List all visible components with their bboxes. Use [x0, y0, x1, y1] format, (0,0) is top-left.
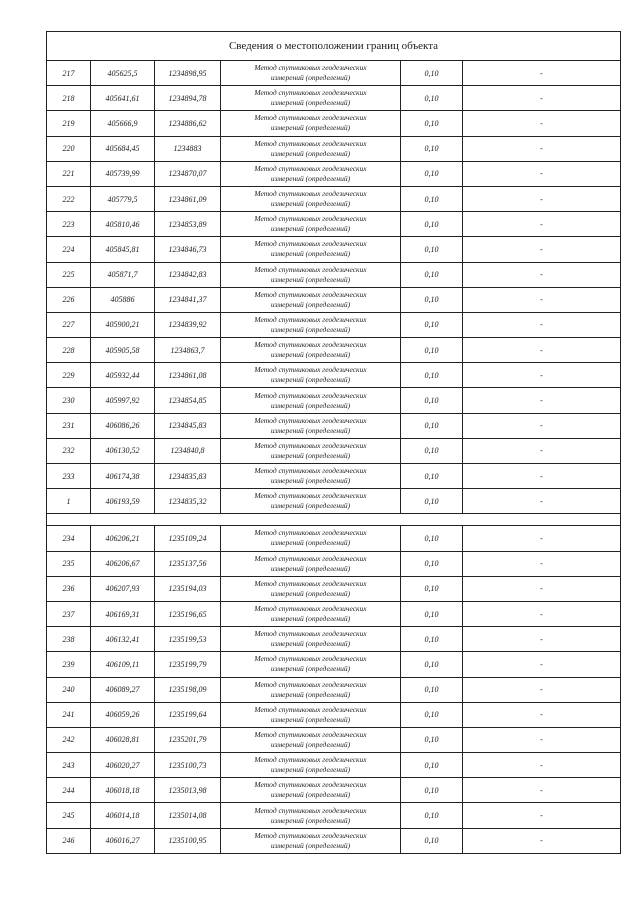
coordinate-x: 405625,5: [91, 61, 155, 86]
table-row: [47, 551, 621, 576]
method-line-1: Метод спутниковых геодезических: [254, 289, 367, 299]
accuracy: 0,10: [401, 677, 463, 702]
coordinate-y: 1234841,37: [155, 287, 221, 312]
description: -: [463, 413, 621, 438]
method-line-2: измерений (определений): [270, 501, 351, 511]
method-line-2: измерений (определений): [270, 350, 351, 360]
description: -: [463, 438, 621, 463]
coordinate-y: 1234835,83: [155, 464, 221, 489]
method-cell: [221, 526, 401, 551]
table-row: [47, 526, 621, 551]
coordinate-y: 1234870,07: [155, 161, 221, 186]
accuracy: 0,10: [401, 136, 463, 161]
accuracy: 0,10: [401, 627, 463, 652]
method-line-1: Метод спутниковых геодезических: [254, 214, 367, 224]
method-line-1: Метод спутниковых геодезических: [254, 239, 367, 249]
coordinate-x: 406206,67: [91, 551, 155, 576]
description: -: [463, 161, 621, 186]
method-line-2: измерений (определений): [270, 714, 351, 724]
method-line-1: Метод спутниковых геодезических: [254, 654, 367, 664]
description: -: [463, 363, 621, 388]
coordinate-y: 1234861,09: [155, 186, 221, 211]
coordinate-y: 1235198,09: [155, 677, 221, 702]
description: -: [463, 287, 621, 312]
coordinate-y: 1234842,83: [155, 262, 221, 287]
accuracy: 0,10: [401, 526, 463, 551]
method-line-2: измерений (определений): [270, 123, 351, 133]
table-row: [47, 338, 621, 363]
coordinate-x: 405886: [91, 287, 155, 312]
point-number: 240: [47, 677, 91, 702]
coordinate-x: 406016,27: [91, 828, 155, 853]
method-line-1: Метод спутниковых геодезических: [254, 415, 367, 425]
point-number: 224: [47, 237, 91, 262]
point-number: 225: [47, 262, 91, 287]
method-line-2: измерений (определений): [270, 790, 351, 800]
method-cell: [221, 652, 401, 677]
accuracy: 0,10: [401, 237, 463, 262]
coordinate-x: 405779,5: [91, 186, 155, 211]
coordinate-y: 1234846,73: [155, 237, 221, 262]
description: -: [463, 778, 621, 803]
method-line-1: Метод спутниковых геодезических: [254, 340, 367, 350]
point-number: 231: [47, 413, 91, 438]
method-cell: [221, 338, 401, 363]
table-row: [47, 61, 621, 86]
table-row: [47, 778, 621, 803]
accuracy: 0,10: [401, 363, 463, 388]
coordinate-x: 406059,26: [91, 702, 155, 727]
point-number: 241: [47, 702, 91, 727]
coordinate-y: 1235100,95: [155, 828, 221, 853]
coordinate-x: 406193,59: [91, 489, 155, 514]
method-line-1: Метод спутниковых геодезических: [254, 365, 367, 375]
method-line-2: измерений (определений): [270, 400, 351, 410]
description: -: [463, 803, 621, 828]
method-line-2: измерений (определений): [270, 664, 351, 674]
coordinate-x: 405666,9: [91, 111, 155, 136]
contour-separator-row: [47, 514, 621, 526]
coordinate-x: 406169,31: [91, 601, 155, 626]
table-row: [47, 828, 621, 853]
description: -: [463, 652, 621, 677]
point-number: 238: [47, 627, 91, 652]
point-number: 221: [47, 161, 91, 186]
coordinate-x: 406109,11: [91, 652, 155, 677]
coordinate-y: 1234845,83: [155, 413, 221, 438]
point-number: 246: [47, 828, 91, 853]
method-cell: [221, 489, 401, 514]
point-number: 235: [47, 551, 91, 576]
description: -: [463, 262, 621, 287]
table-row: [47, 312, 621, 337]
method-line-2: измерений (определений): [270, 689, 351, 699]
method-line-2: измерений (определений): [270, 425, 351, 435]
point-number: 236: [47, 576, 91, 601]
description: -: [463, 677, 621, 702]
accuracy: 0,10: [401, 186, 463, 211]
table-row: [47, 803, 621, 828]
table-row: [47, 212, 621, 237]
method-line-1: Метод спутниковых геодезических: [254, 780, 367, 790]
method-cell: [221, 388, 401, 413]
accuracy: 0,10: [401, 464, 463, 489]
method-line-2: измерений (определений): [270, 450, 351, 460]
method-cell: [221, 702, 401, 727]
accuracy: 0,10: [401, 61, 463, 86]
coordinate-y: 1235013,98: [155, 778, 221, 803]
description: -: [463, 186, 621, 211]
table-row: [47, 86, 621, 111]
method-line-1: Метод спутниковых геодезических: [254, 578, 367, 588]
accuracy: 0,10: [401, 262, 463, 287]
coordinate-x: 406014,18: [91, 803, 155, 828]
method-line-2: измерений (определений): [270, 274, 351, 284]
table-row: [47, 753, 621, 778]
table-row: [47, 136, 621, 161]
method-line-2: измерений (определений): [270, 375, 351, 385]
coordinate-y: 1235194,03: [155, 576, 221, 601]
accuracy: 0,10: [401, 86, 463, 111]
description: -: [463, 489, 621, 514]
method-cell: [221, 627, 401, 652]
description: -: [463, 212, 621, 237]
coordinate-x: 405845,81: [91, 237, 155, 262]
method-line-1: Метод спутниковых геодезических: [254, 729, 367, 739]
contour-separator: [47, 514, 621, 526]
method-cell: [221, 86, 401, 111]
method-line-2: измерений (определений): [270, 476, 351, 486]
coordinate-x: 406020,27: [91, 753, 155, 778]
point-number: 217: [47, 61, 91, 86]
method-line-1: Метод спутниковых геодезических: [254, 88, 367, 98]
point-number: 226: [47, 287, 91, 312]
coordinate-y: 1235199,79: [155, 652, 221, 677]
method-cell: [221, 778, 401, 803]
coordinate-x: 405871,7: [91, 262, 155, 287]
method-line-2: измерений (определений): [270, 840, 351, 850]
coordinate-x: 406028,81: [91, 727, 155, 752]
coordinate-y: 1235109,24: [155, 526, 221, 551]
point-number: 242: [47, 727, 91, 752]
method-cell: [221, 161, 401, 186]
method-line-2: измерений (определений): [270, 249, 351, 259]
table-row: [47, 262, 621, 287]
method-line-1: Метод спутниковых геодезических: [254, 629, 367, 639]
method-line-2: измерений (определений): [270, 739, 351, 749]
method-cell: [221, 413, 401, 438]
coordinate-x: 406174,38: [91, 464, 155, 489]
method-line-2: измерений (определений): [270, 563, 351, 573]
coordinate-x: 406130,52: [91, 438, 155, 463]
description: -: [463, 136, 621, 161]
boundary-coordinates-table: [46, 31, 621, 854]
description: -: [463, 727, 621, 752]
description: -: [463, 464, 621, 489]
coordinate-x: 406018,18: [91, 778, 155, 803]
table-row: [47, 111, 621, 136]
coordinate-y: 1235199,64: [155, 702, 221, 727]
point-number: 234: [47, 526, 91, 551]
method-cell: [221, 212, 401, 237]
description: -: [463, 86, 621, 111]
coordinate-x: 405739,99: [91, 161, 155, 186]
table-row: [47, 702, 621, 727]
accuracy: 0,10: [401, 413, 463, 438]
coordinate-x: 405684,45: [91, 136, 155, 161]
coordinate-x: 406089,27: [91, 677, 155, 702]
point-number: 243: [47, 753, 91, 778]
description: -: [463, 61, 621, 86]
method-cell: [221, 262, 401, 287]
description: -: [463, 111, 621, 136]
point-number: 219: [47, 111, 91, 136]
coordinate-y: 1234840,8: [155, 438, 221, 463]
method-line-1: Метод спутниковых геодезических: [254, 63, 367, 73]
method-line-2: измерений (определений): [270, 173, 351, 183]
description: -: [463, 601, 621, 626]
point-number: 239: [47, 652, 91, 677]
method-line-1: Метод спутниковых геодезических: [254, 113, 367, 123]
method-line-2: измерений (определений): [270, 299, 351, 309]
accuracy: 0,10: [401, 778, 463, 803]
description: -: [463, 237, 621, 262]
coordinate-x: 405900,21: [91, 312, 155, 337]
method-line-1: Метод спутниковых геодезических: [254, 163, 367, 173]
method-cell: [221, 237, 401, 262]
description: -: [463, 627, 621, 652]
table-row: [47, 413, 621, 438]
description: -: [463, 828, 621, 853]
method-line-2: измерений (определений): [270, 815, 351, 825]
table-row: [47, 186, 621, 211]
method-cell: [221, 111, 401, 136]
coordinate-x: 406207,93: [91, 576, 155, 601]
accuracy: 0,10: [401, 601, 463, 626]
table-title: Сведения о местоположении границ объекта: [47, 32, 621, 61]
method-line-2: измерений (определений): [270, 765, 351, 775]
coordinate-y: 1234839,92: [155, 312, 221, 337]
coordinate-y: 1234854,85: [155, 388, 221, 413]
method-cell: [221, 551, 401, 576]
method-cell: [221, 312, 401, 337]
coordinate-y: 1235137,56: [155, 551, 221, 576]
description: -: [463, 526, 621, 551]
method-line-1: Метод спутниковых геодезических: [254, 264, 367, 274]
table-row: [47, 464, 621, 489]
method-cell: [221, 601, 401, 626]
point-number: 220: [47, 136, 91, 161]
table-row: [47, 489, 621, 514]
accuracy: 0,10: [401, 753, 463, 778]
table-row: [47, 576, 621, 601]
method-line-1: Метод спутниковых геодезических: [254, 553, 367, 563]
description: -: [463, 702, 621, 727]
method-cell: [221, 287, 401, 312]
method-line-1: Метод спутниковых геодезических: [254, 466, 367, 476]
accuracy: 0,10: [401, 551, 463, 576]
method-cell: [221, 727, 401, 752]
coordinate-y: 1235100,73: [155, 753, 221, 778]
point-number: 223: [47, 212, 91, 237]
coordinate-y: 1234853,89: [155, 212, 221, 237]
table-row: [47, 287, 621, 312]
accuracy: 0,10: [401, 287, 463, 312]
description: -: [463, 388, 621, 413]
table-row: [47, 388, 621, 413]
method-line-2: измерений (определений): [270, 639, 351, 649]
method-line-2: измерений (определений): [270, 224, 351, 234]
method-line-1: Метод спутниковых геодезических: [254, 704, 367, 714]
table-row: [47, 652, 621, 677]
point-number: 227: [47, 312, 91, 337]
method-cell: [221, 186, 401, 211]
description: -: [463, 312, 621, 337]
coordinate-y: 1234835,32: [155, 489, 221, 514]
method-cell: [221, 464, 401, 489]
method-cell: [221, 438, 401, 463]
method-cell: [221, 136, 401, 161]
method-line-1: Метод спутниковых геодезических: [254, 805, 367, 815]
table-title-row: [47, 32, 621, 61]
accuracy: 0,10: [401, 576, 463, 601]
coordinate-y: 1234898,95: [155, 61, 221, 86]
point-number: 229: [47, 363, 91, 388]
method-line-2: измерений (определений): [270, 324, 351, 334]
method-line-2: измерений (определений): [270, 538, 351, 548]
method-line-2: измерений (определений): [270, 148, 351, 158]
method-line-2: измерений (определений): [270, 73, 351, 83]
method-line-1: Метод спутниковых геодезических: [254, 314, 367, 324]
coordinate-y: 1234886,62: [155, 111, 221, 136]
coordinate-y: 1234863,7: [155, 338, 221, 363]
coordinate-x: 405997,92: [91, 388, 155, 413]
method-line-1: Метод спутниковых геодезических: [254, 755, 367, 765]
coordinate-y: 1234883: [155, 136, 221, 161]
point-number: 222: [47, 186, 91, 211]
method-line-1: Метод спутниковых геодезических: [254, 138, 367, 148]
accuracy: 0,10: [401, 438, 463, 463]
accuracy: 0,10: [401, 338, 463, 363]
method-line-1: Метод спутниковых геодезических: [254, 491, 367, 501]
method-line-1: Метод спутниковых геодезических: [254, 390, 367, 400]
coordinate-x: 405641,61: [91, 86, 155, 111]
coordinate-x: 405810,46: [91, 212, 155, 237]
coordinate-y: 1235014,08: [155, 803, 221, 828]
coordinate-x: 406086,26: [91, 413, 155, 438]
method-cell: [221, 803, 401, 828]
method-cell: [221, 677, 401, 702]
coordinate-x: 405905,58: [91, 338, 155, 363]
method-line-2: измерений (определений): [270, 199, 351, 209]
method-line-1: Метод спутниковых геодезических: [254, 679, 367, 689]
method-line-1: Метод спутниковых геодезических: [254, 830, 367, 840]
accuracy: 0,10: [401, 161, 463, 186]
point-number: 233: [47, 464, 91, 489]
method-line-2: измерений (определений): [270, 588, 351, 598]
accuracy: 0,10: [401, 111, 463, 136]
point-number: 228: [47, 338, 91, 363]
table-row: [47, 627, 621, 652]
coordinate-y: 1235199,53: [155, 627, 221, 652]
method-cell: [221, 576, 401, 601]
description: -: [463, 551, 621, 576]
table-row: [47, 161, 621, 186]
coordinate-y: 1234861,08: [155, 363, 221, 388]
method-line-1: Метод спутниковых геодезических: [254, 528, 367, 538]
accuracy: 0,10: [401, 388, 463, 413]
table-row: [47, 601, 621, 626]
accuracy: 0,10: [401, 212, 463, 237]
point-number: 218: [47, 86, 91, 111]
point-number: 244: [47, 778, 91, 803]
table-row: [47, 237, 621, 262]
coordinate-x: 406206,21: [91, 526, 155, 551]
method-cell: [221, 363, 401, 388]
coordinate-y: 1235196,65: [155, 601, 221, 626]
method-line-1: Метод спутниковых геодезических: [254, 189, 367, 199]
accuracy: 0,10: [401, 312, 463, 337]
method-line-1: Метод спутниковых геодезических: [254, 604, 367, 614]
accuracy: 0,10: [401, 489, 463, 514]
description: -: [463, 576, 621, 601]
coordinate-x: 406132,41: [91, 627, 155, 652]
table-row: [47, 363, 621, 388]
accuracy: 0,10: [401, 828, 463, 853]
table-row: [47, 438, 621, 463]
coordinate-y: 1234894,78: [155, 86, 221, 111]
method-cell: [221, 828, 401, 853]
description: -: [463, 753, 621, 778]
description: -: [463, 338, 621, 363]
table-row: [47, 727, 621, 752]
method-line-2: измерений (определений): [270, 98, 351, 108]
coordinate-y: 1235201,79: [155, 727, 221, 752]
point-number: 232: [47, 438, 91, 463]
table-row: [47, 677, 621, 702]
accuracy: 0,10: [401, 652, 463, 677]
method-line-1: Метод спутниковых геодезических: [254, 440, 367, 450]
accuracy: 0,10: [401, 727, 463, 752]
method-cell: [221, 753, 401, 778]
method-cell: [221, 61, 401, 86]
point-number: 230: [47, 388, 91, 413]
method-line-2: измерений (определений): [270, 614, 351, 624]
coordinate-x: 405932,44: [91, 363, 155, 388]
accuracy: 0,10: [401, 702, 463, 727]
point-number: 1: [47, 489, 91, 514]
accuracy: 0,10: [401, 803, 463, 828]
point-number: 245: [47, 803, 91, 828]
point-number: 237: [47, 601, 91, 626]
